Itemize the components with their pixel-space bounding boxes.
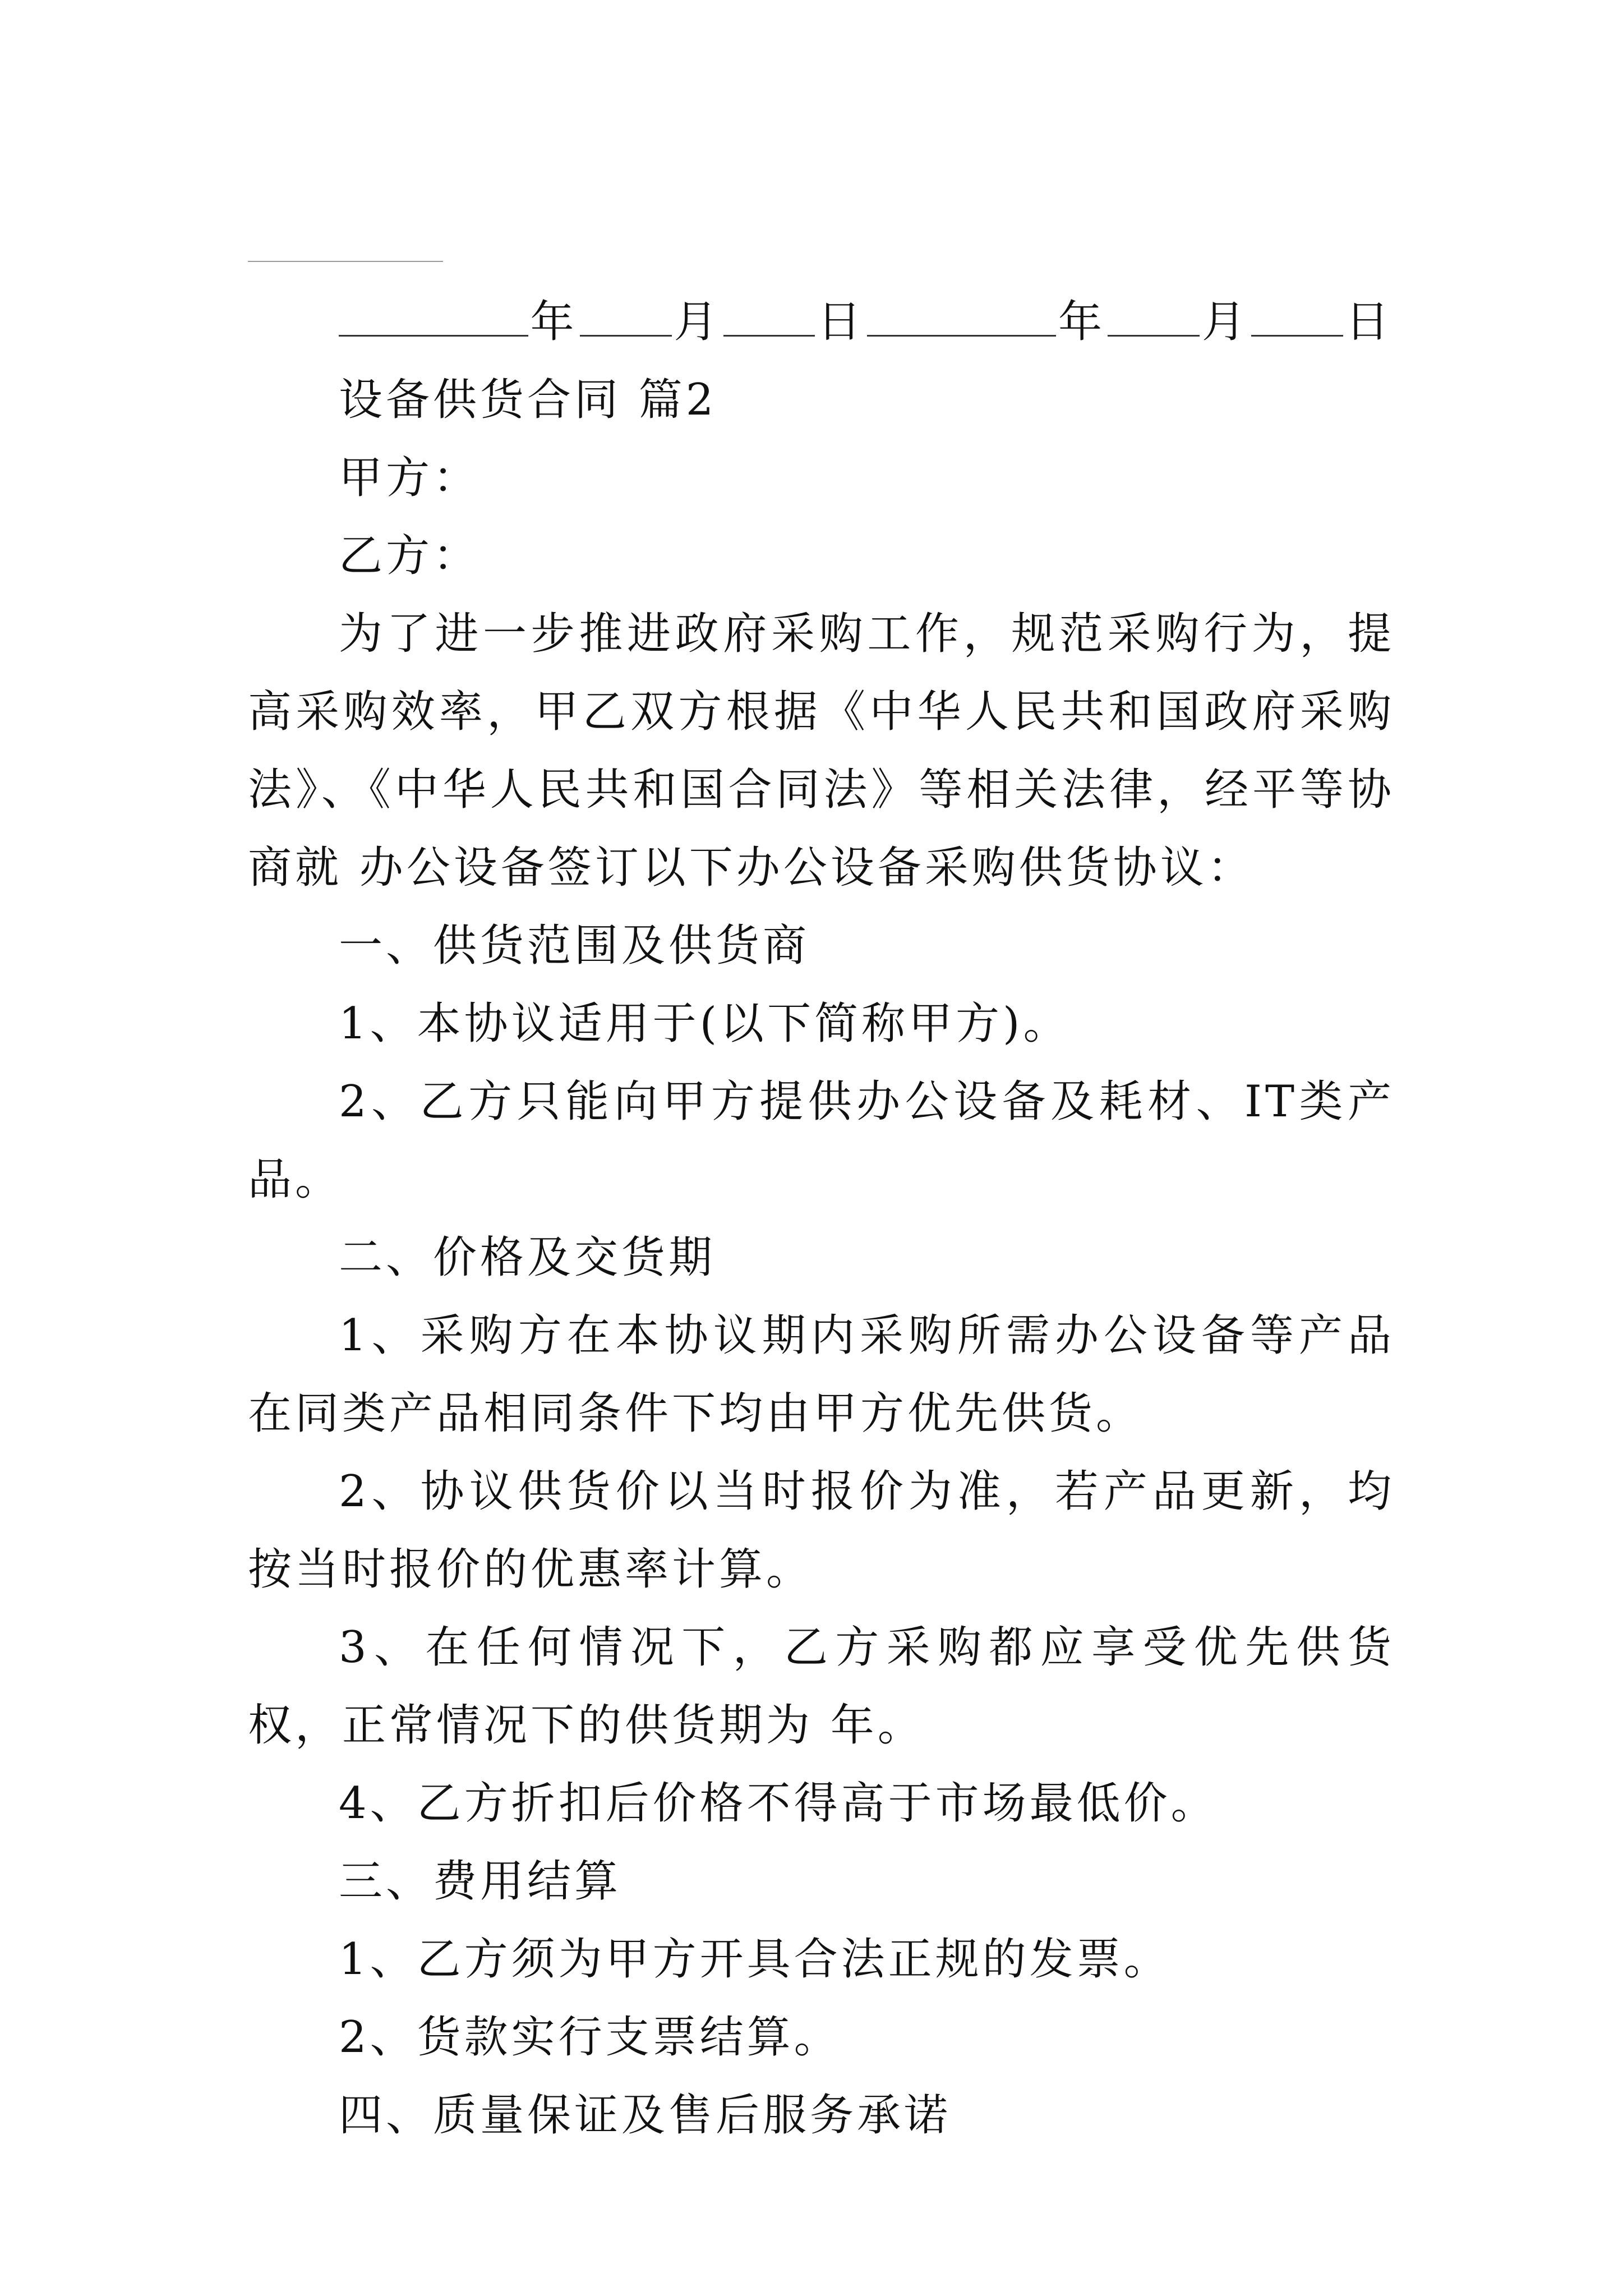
day-label: 日 (817, 297, 865, 347)
clause-item: 1、本协议适用于(以下简称甲方)。 (339, 999, 1071, 1049)
clause-item: 2、货款实行支票结算。 (339, 2012, 841, 2063)
section-heading: 二、价格及交货期 (339, 1232, 716, 1283)
month-blank (1108, 296, 1200, 337)
intro-paragraph: 为了进一步推进政府采购工作，规范采购行为，提高采购效率，甲乙双方根据《中华人民共和国政府采购法》、《中华人民共和国合同法》等相关法律，经平等协商就 办公设备签订以下办公设备采购供货协议： (248, 609, 1395, 893)
day-blank (1251, 296, 1343, 337)
party-b-label: 乙方： (339, 531, 481, 581)
month-label: 月 (674, 297, 721, 347)
year-label: 年 (1058, 297, 1106, 347)
section-heading: 三、费用结算 (339, 1856, 622, 1907)
year-blank (867, 296, 1057, 337)
year-blank (339, 296, 528, 337)
clause-item: 3、在任何情况下，乙方采购都应享受优先供货权，正常情况下的供货期为 年。 (248, 1622, 1395, 1751)
section-heading: 四、质量保证及售后服务承诺 (339, 2090, 952, 2141)
signature-date-line (248, 283, 1395, 361)
document-body (248, 283, 1395, 2155)
clause-item: 2、乙方只能向甲方提供办公设备及耗材、IT类产品。 (248, 1076, 1395, 1205)
top-rule (248, 261, 443, 262)
clause-item: 2、协议供货价以当时报价为准，若产品更新，均按当时报价的优惠率计算。 (248, 1466, 1395, 1595)
clause-item: 1、采购方在本协议期内采购所需办公设备等产品在同类产品相同条件下均由甲方优先供货。 (248, 1310, 1395, 1439)
year-label: 年 (530, 297, 578, 347)
clause-item: 4、乙方折扣后价格不得高于市场最低价。 (339, 1778, 1218, 1829)
day-blank (723, 296, 815, 337)
clause-item: 1、乙方须为甲方开具合法正规的发票。 (339, 1934, 1171, 1985)
day-label: 日 (1345, 297, 1393, 347)
document-title: 设备供货合同 篇2 (339, 375, 717, 425)
month-blank (580, 296, 672, 337)
month-label: 月 (1202, 297, 1249, 347)
party-a-label: 甲方： (339, 453, 481, 503)
section-heading: 一、供货范围及供货商 (339, 921, 810, 971)
